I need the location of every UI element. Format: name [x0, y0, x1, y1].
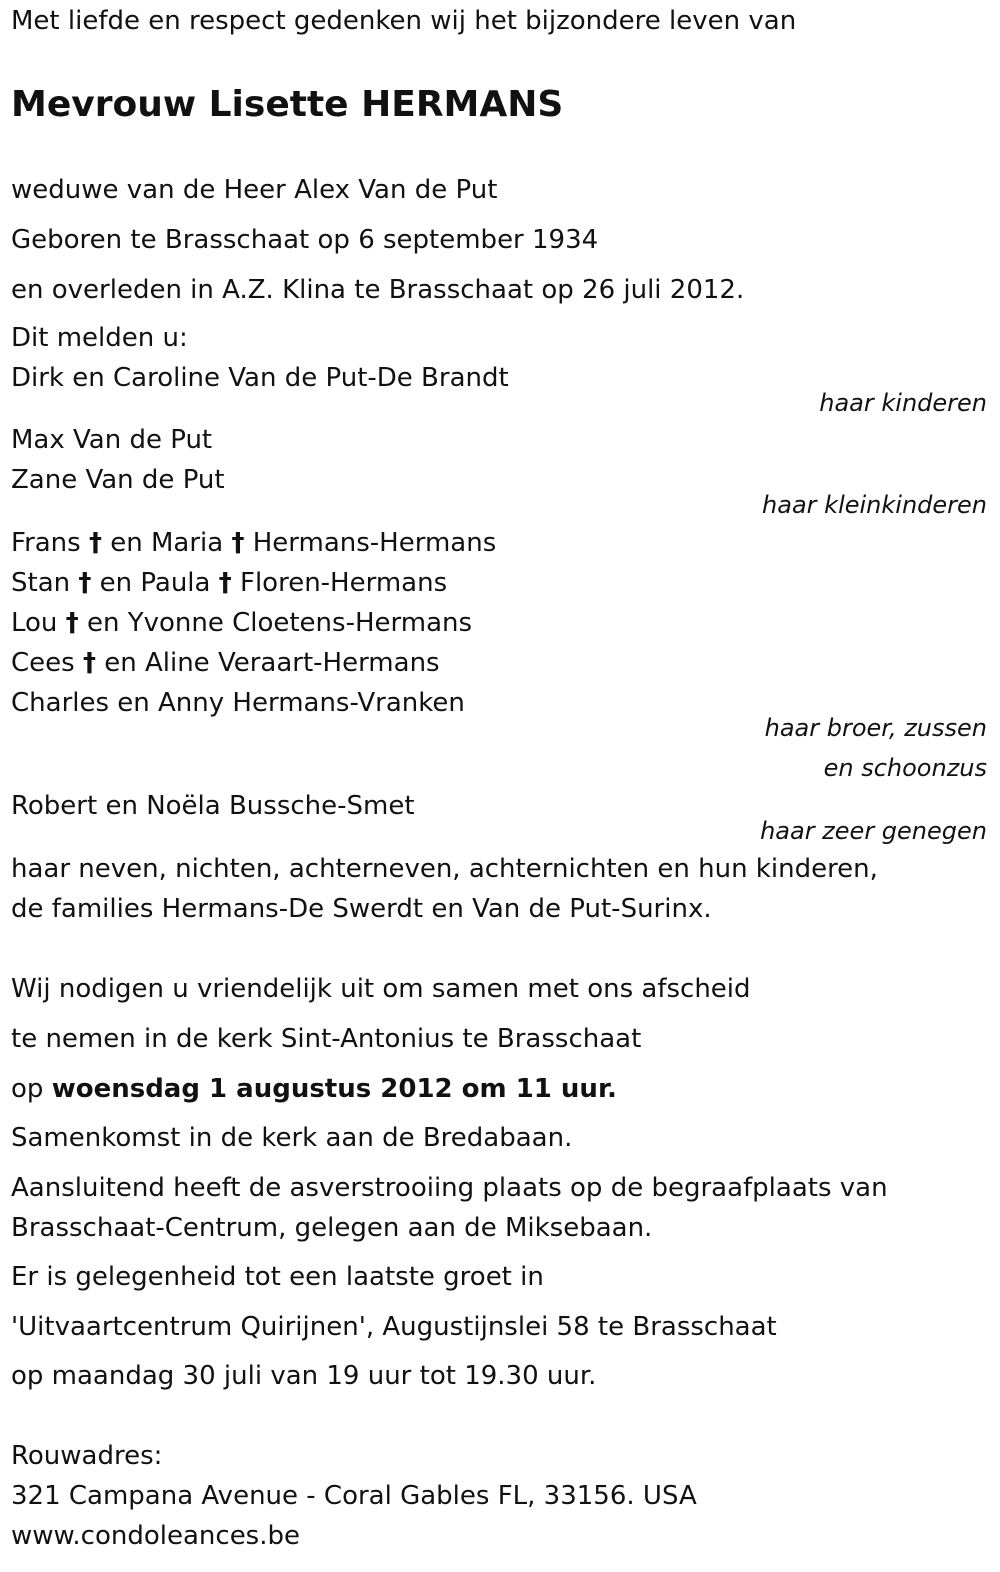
sibling-name: Lou: [11, 608, 58, 638]
relatives-line: de families Hermans-De Swerdt en Van de Put-Surinx.: [11, 894, 712, 924]
website-link[interactable]: www.condoleances.be: [11, 1521, 300, 1551]
children-role: haar kinderen: [819, 389, 987, 417]
cross-icon: †: [88, 528, 102, 558]
grandchild-name: Max Van de Put: [11, 425, 213, 455]
sibling-line: [11, 569, 447, 599]
sibling-name: Stan: [11, 568, 71, 598]
sibling-line: [11, 649, 440, 679]
cross-icon: †: [65, 608, 79, 638]
sibling-name: en Paula: [99, 568, 211, 598]
greet-line: op maandag 30 juli van 19 uur tot 19.30 uur.: [11, 1361, 597, 1391]
died-line: en overleden in A.Z. Klina te Brasschaat op 26 juli 2012.: [11, 275, 745, 305]
sibling-line: [11, 529, 496, 559]
cross-icon: †: [78, 568, 92, 598]
cross-icon: †: [82, 648, 96, 678]
ceremony-date: woensdag 1 augustus 2012 om 11 uur.: [51, 1074, 617, 1104]
greet-line: Er is gelegenheid tot een laatste groet in: [11, 1262, 544, 1292]
address-label: Rouwadres:: [11, 1441, 163, 1471]
sibling-surname: Hermans-Hermans: [252, 528, 497, 558]
announce-line: Dit melden u:: [11, 323, 188, 353]
sibling-name: en Maria: [110, 528, 224, 558]
cross-icon: †: [218, 568, 232, 598]
intro-text: Met liefde en respect gedenken wij het bijzondere leven van: [11, 6, 797, 36]
deceased-name: Mevrouw Lisette HERMANS: [11, 84, 564, 125]
invite-line: Wij nodigen u vriendelijk uit om samen met ons afscheid: [11, 974, 751, 1004]
widow-line: weduwe van de Heer Alex Van de Put: [11, 175, 498, 205]
sibling-line: [11, 609, 472, 639]
meeting-line: Samenkomst in de kerk aan de Bredabaan.: [11, 1123, 573, 1153]
greet-line: 'Uitvaartcentrum Quirijnen', Augustijnslei 58 te Brasschaat: [11, 1312, 777, 1342]
invite-date-line: [11, 1075, 617, 1105]
sibling-name: Cees: [11, 648, 75, 678]
born-line: Geboren te Brasschaat op 6 september 1934: [11, 225, 599, 255]
scatter-line: Aansluitend heeft de asverstrooiing plaats op de begraafplaats van: [11, 1173, 888, 1203]
grandchildren-role: haar kleinkinderen: [762, 491, 987, 519]
sibling-name: en Yvonne Cloetens-Hermans: [86, 608, 473, 638]
grandchild-name: Zane Van de Put: [11, 465, 225, 495]
scatter-line: Brasschaat-Centrum, gelegen aan de Miksebaan.: [11, 1213, 653, 1243]
invite-line: te nemen in de kerk Sint-Antonius te Brasschaat: [11, 1024, 642, 1054]
sibling-line: Charles en Anny Hermans-Vranken: [11, 688, 465, 718]
address: 321 Campana Avenue - Coral Gables FL, 33156. USA: [11, 1481, 697, 1511]
special-name: Robert en Noëla Bussche-Smet: [11, 791, 415, 821]
relatives-line: haar neven, nichten, achterneven, achternichten en hun kinderen,: [11, 854, 878, 884]
siblings-role: en schoonzus: [823, 754, 987, 782]
children-names: Dirk en Caroline Van de Put-De Brandt: [11, 363, 509, 393]
siblings-role: haar broer, zussen: [764, 714, 987, 742]
special-role: haar zeer genegen: [760, 817, 987, 845]
cross-icon: †: [231, 528, 245, 558]
invite-prefix: op: [11, 1074, 44, 1104]
sibling-surname: Floren-Hermans: [240, 568, 448, 598]
sibling-name: en Aline Veraart-Hermans: [104, 648, 440, 678]
sibling-name: Frans: [11, 528, 81, 558]
